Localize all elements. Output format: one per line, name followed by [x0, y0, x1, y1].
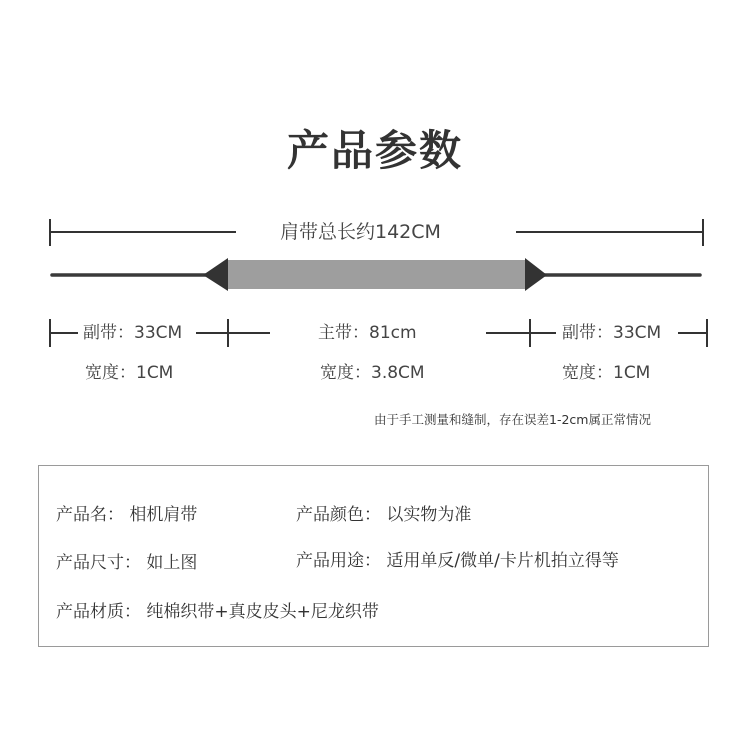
right-sub-length: 副带：33CM — [562, 323, 662, 343]
info-product-size: 产品尺寸： 如上图 — [56, 553, 198, 573]
main-strap-width: 宽度：3.8CM — [320, 363, 425, 383]
left-sub-width: 宽度：1CM — [85, 363, 174, 383]
main-strap-length: 主带：81cm — [318, 323, 417, 343]
left-sub-length: 副带：33CM — [83, 323, 183, 343]
main-strap-band — [226, 260, 527, 289]
right-leather-end — [525, 258, 547, 291]
info-product-name: 产品名： 相机肩带 — [56, 505, 198, 525]
page-title: 产品参数 — [286, 126, 463, 175]
info-product-usage: 产品用途： 适用单反/微单/卡片机拍立得等 — [296, 551, 619, 571]
left-leather-end — [203, 258, 228, 291]
info-product-color: 产品颜色： 以实物为准 — [296, 505, 472, 525]
measurement-note: 由于手工测量和缝制，存在误差1-2cm属正常情况 — [374, 412, 651, 427]
info-product-material: 产品材质： 纯棉织带+真皮皮头+尼龙织带 — [56, 602, 379, 622]
total-length-label: 肩带总长约142CM — [280, 221, 441, 243]
right-sub-width: 宽度：1CM — [562, 363, 651, 383]
strap-graphic — [52, 258, 700, 291]
